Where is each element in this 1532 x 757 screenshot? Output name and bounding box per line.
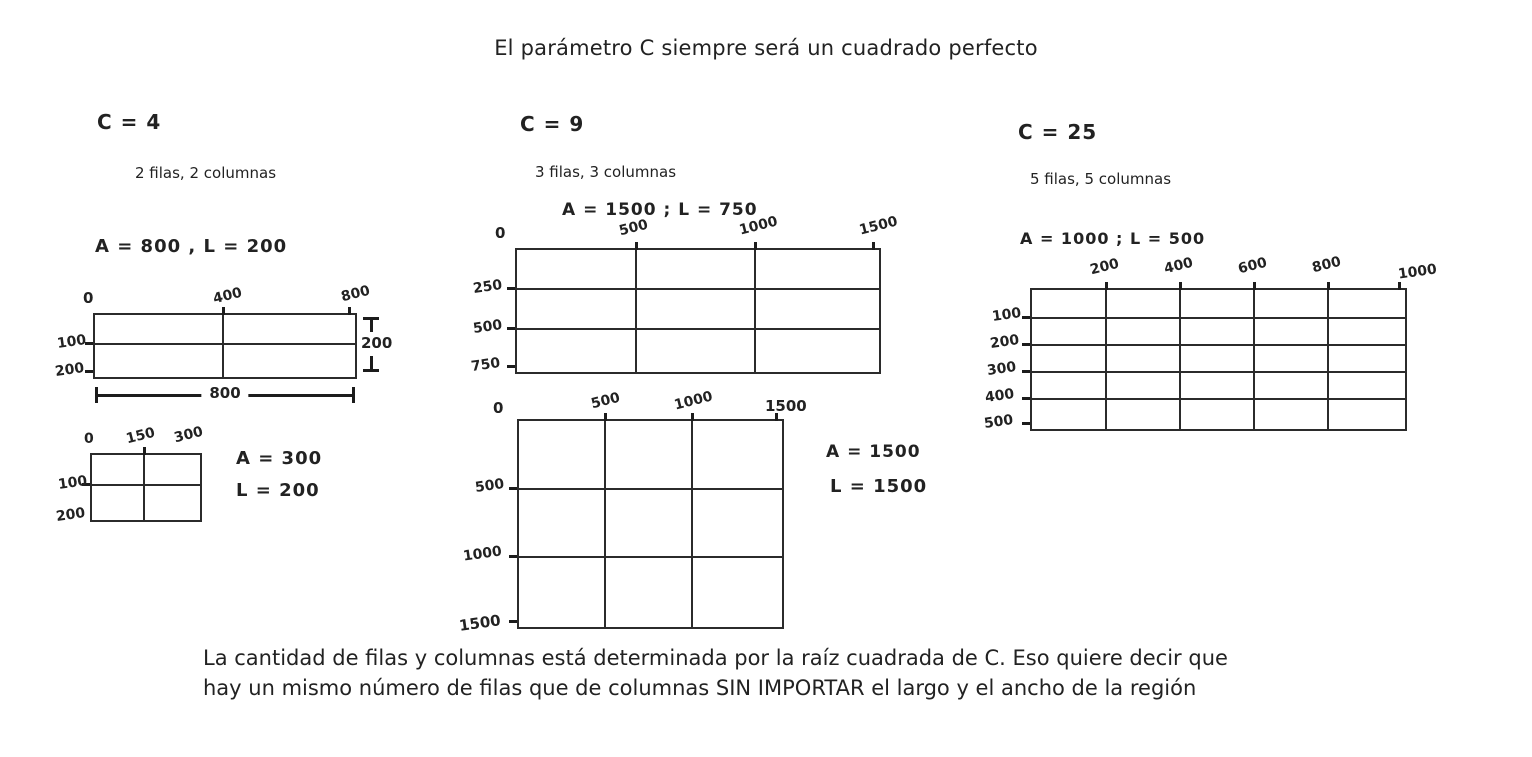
grid-line-horizontal [1032,344,1405,346]
tick-mark [1022,316,1030,319]
tick-mark [1022,343,1030,346]
x-tick-label: 500 [589,389,622,413]
footer-line-1: La cantidad de filas y columnas está determinada por la raíz cuadrada de C. Eso quiere decir que [203,646,1228,670]
section2-measures-label: A = 1500 ; L = 750 [562,200,758,220]
grid-line-horizontal [517,328,879,330]
grid-2x2-dimensioned [54,282,393,402]
section3-rowcol-label: 5 filas, 5 columnas [1030,170,1172,188]
tick-mark [1022,422,1030,425]
tick-mark [1022,370,1030,373]
x-tick-label: 1500 [765,397,807,415]
footer-line-2: hay un mismo número de filas que de columnas SIN IMPORTAR el largo y el ancho de la región [203,676,1197,700]
area-annotation: A = 1500 [826,442,921,462]
x-tick-label: 300 [172,423,205,447]
grid-line-vertical [691,421,693,627]
grid-line-horizontal [1032,317,1405,319]
y-tick-label: 1000 [462,543,503,565]
x-tick-label: 150 [124,424,157,448]
grid-line-vertical [1105,290,1107,429]
tick-mark [507,287,515,290]
tick-mark [348,307,351,315]
width-dimension-label: 800 [201,384,248,402]
x-tick-label: 0 [84,431,94,447]
grid-3x3-wide [470,213,900,375]
diagram-title: El parámetro C siempre será un cuadrado perfecto [494,36,1038,60]
dimension-bracket-line [370,356,373,369]
x-tick-label: 0 [495,224,506,242]
grid-2x2-small [55,423,205,525]
y-tick-label: 750 [470,355,502,375]
tick-mark [1105,282,1108,290]
y-tick-label: 100 [56,332,88,352]
x-tick-label: 1000 [1397,261,1438,283]
y-tick-label: 1500 [457,611,502,635]
x-tick-label: 800 [1310,253,1343,277]
grid-line-vertical [1253,290,1255,429]
height-dimension-label: 200 [361,334,393,352]
y-tick-label: 100 [991,305,1023,325]
x-tick-label: 600 [1236,254,1269,278]
y-tick-label: 500 [983,412,1015,432]
tick-mark [604,413,607,421]
y-tick-label: 200 [55,505,87,525]
grid-line-horizontal [519,488,782,490]
x-tick-label: 200 [1088,255,1121,279]
tick-mark [507,365,515,368]
x-tick-label: 1500 [857,213,900,239]
x-tick-label: 1000 [737,213,780,239]
section2-c-label: C = 9 [520,112,585,136]
x-tick-label: 400 [1162,254,1195,278]
x-tick-label: 500 [617,216,650,240]
area-annotation: A = 300 [236,448,323,469]
y-tick-label: 200 [989,332,1021,352]
grid-line-horizontal [1032,371,1405,373]
section2-rowcol-label: 3 filas, 3 columnas [535,163,677,181]
tick-mark [1022,397,1030,400]
grid-line-vertical [1327,290,1329,429]
section1-measures-label: A = 800 , L = 200 [95,236,288,257]
y-tick-label: 400 [984,386,1016,406]
tick-mark [85,370,93,373]
tick-mark [509,487,517,490]
dimension-bracket-cap [363,369,379,372]
section3-measures-label: A = 1000 ; L = 500 [1020,229,1206,248]
grid-line-horizontal [95,343,355,345]
x-tick-label: 400 [211,284,244,308]
length-annotation: L = 1500 [830,476,928,497]
section1-rowcol-label: 2 filas, 2 columnas [135,164,277,182]
tick-mark [1179,282,1182,290]
dimension-bracket-line [370,319,373,332]
grid-line-vertical [635,250,637,372]
y-tick-label: 500 [472,317,504,337]
tick-mark [1398,282,1401,290]
grid-line-horizontal [517,288,879,290]
grid-line-horizontal [92,484,200,486]
y-tick-label: 200 [54,360,86,380]
tick-mark [509,620,517,623]
y-tick-label: 250 [472,277,504,297]
section3-c-label: C = 25 [1018,120,1098,144]
tick-mark [872,242,875,250]
tick-mark [635,242,638,250]
tick-mark [509,555,517,558]
y-tick-label: 300 [986,359,1018,379]
grid-line-vertical [754,250,756,372]
tick-mark [691,413,694,421]
x-tick-label: 0 [493,399,504,417]
grid-line-horizontal [519,556,782,558]
x-tick-label: 800 [339,282,372,306]
grid-3x3-square [457,388,807,635]
grid-5x5-wide [983,253,1438,432]
grid-line-vertical [143,455,145,520]
section1-c-label: C = 4 [97,110,162,134]
dimension-bracket-cap [352,387,355,403]
tick-mark [1253,282,1256,290]
length-annotation: L = 200 [236,480,320,501]
grid-line-vertical [604,421,606,627]
y-tick-label: 100 [57,473,89,493]
grid-line-vertical [1179,290,1181,429]
tick-mark [143,447,146,455]
y-tick-label: 500 [474,476,506,496]
x-tick-label: 1000 [672,388,715,414]
tick-mark [507,327,515,330]
tick-mark [222,307,225,315]
x-tick-label: 0 [83,289,94,307]
grid-line-horizontal [1032,398,1405,400]
tick-mark [1327,282,1330,290]
tick-mark [754,242,757,250]
grid-line-vertical [222,315,224,377]
